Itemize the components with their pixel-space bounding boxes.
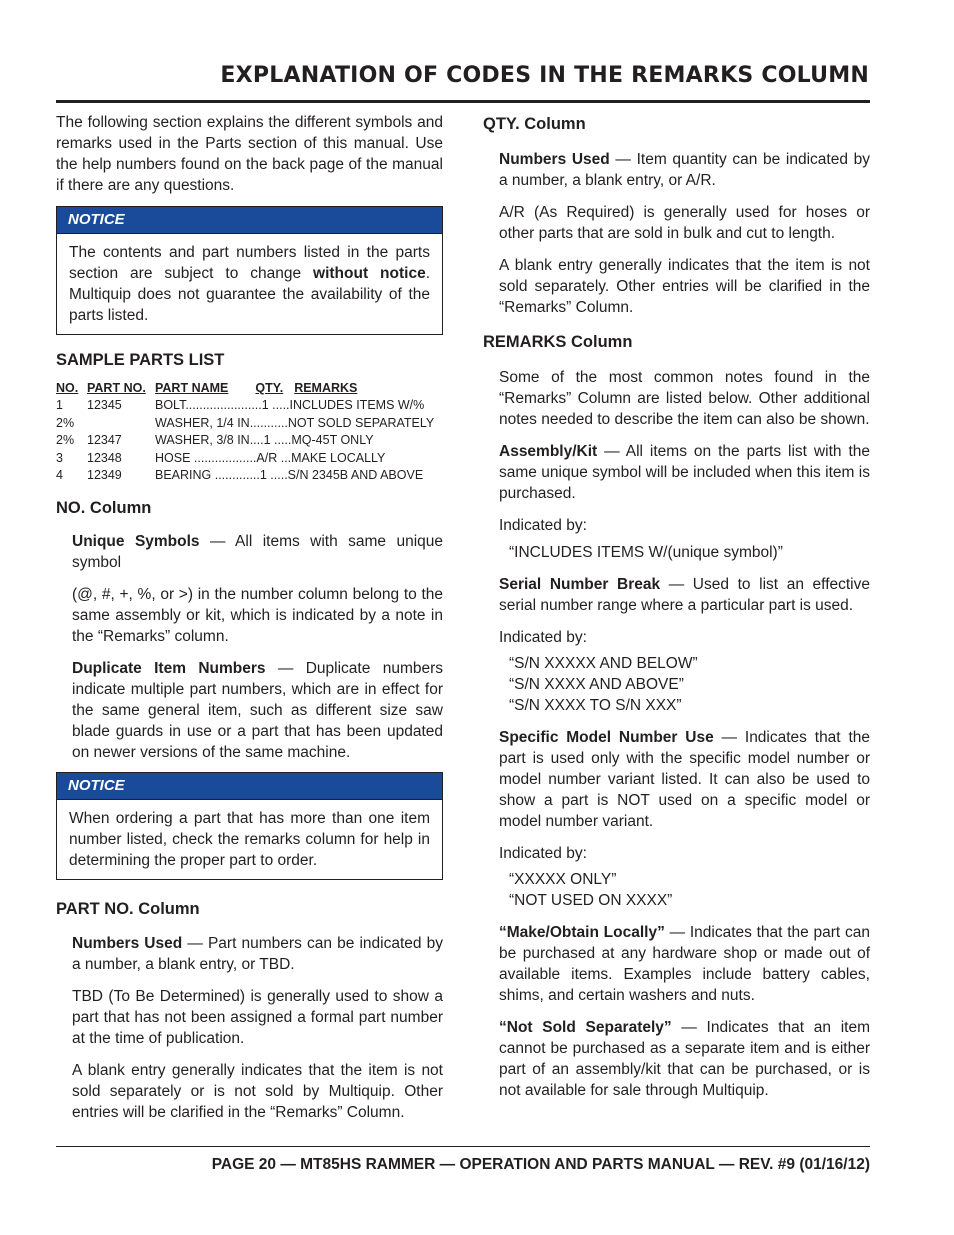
notice-text	[69, 242, 430, 326]
qty-numbers-paragraph	[499, 149, 870, 191]
not-sold-paragraph	[499, 1017, 870, 1101]
column-header: NO.	[56, 381, 79, 395]
table-row	[56, 397, 443, 415]
make-locally-paragraph	[499, 922, 870, 1006]
serial-example: “S/N XXXX TO S/N XXX”	[509, 697, 682, 714]
cell-no: 2%	[56, 415, 75, 430]
notice-text: When ordering a part that has more than one item number listed, check the remarks column for help in determining the proper part to order.	[69, 809, 430, 869]
notice-label: NOTICE	[57, 773, 442, 800]
serial-paragraph	[499, 574, 870, 616]
cell-no: 3	[56, 450, 63, 465]
table-header-row	[56, 380, 443, 397]
notice-text-bold: without notice	[313, 265, 426, 282]
part-no-column-heading: PART NO. Column	[56, 899, 200, 918]
not-sold-term: “Not Sold Separately”	[499, 1019, 672, 1036]
column-header-group	[155, 380, 443, 397]
cell-part-no	[87, 415, 155, 433]
title-rule	[56, 100, 870, 103]
model-example: “NOT USED ON XXXX”	[509, 892, 673, 909]
duplicate-text: — Duplicate numbers indicate multiple part numbers, which are in effect for the same general item, such as different size saw blade guards in use or a part that has been updated on newer versions of the same machine.	[72, 659, 444, 761]
cell-details: HOSE ..................A/R ...MAKE LOCALLY	[155, 450, 386, 465]
duplicate-paragraph	[72, 658, 443, 763]
indicated-by-label: Indicated by:	[499, 629, 587, 646]
numbers-used-term: Numbers Used	[72, 934, 183, 952]
cell-details: WASHER, 3/8 IN....1 .....MQ-45T ONLY	[155, 433, 374, 447]
indicated-by-label: Indicated by:	[499, 517, 587, 534]
model-text: — Indicates that the part is used only with the specific model number or model number variant listed. It can also be used to show a part is NOT used on a specific model or model number variant.	[499, 729, 870, 830]
qty-blank-paragraph: A blank entry generally indicates that the item is not sold separately. Other entries will be clarified in the “Remarks” Column.	[499, 257, 870, 316]
blank-entry-paragraph: A blank entry generally indicates that the item is not sold separately or is not sold by Multiquip. Other entries will be clarified in the “Remarks” Column.	[72, 1061, 443, 1121]
notice-text-part: The contents and part numbers listed in the parts section are subject to change	[69, 244, 430, 282]
numbers-used-text: — Part numbers can be indicated by a number, a blank entry, or TBD.	[72, 934, 443, 973]
table-row	[56, 450, 443, 468]
sample-parts-table	[56, 380, 443, 485]
notice-box	[56, 206, 443, 335]
notice-body	[57, 234, 442, 334]
model-paragraph	[499, 727, 870, 832]
table-row	[56, 467, 443, 485]
footer-rule	[56, 1146, 870, 1147]
cell-no: 4	[56, 468, 63, 482]
unique-symbols-text: — All items with same unique symbol	[72, 532, 443, 571]
cell-part-no: 12345	[87, 398, 122, 412]
qty-column-heading: QTY. Column	[483, 115, 586, 133]
page-footer: PAGE 20 — MT85HS RAMMER — OPERATION AND PARTS MANUAL — REV. #9 (01/16/12)	[211, 1156, 870, 1173]
serial-term: Serial Number Break	[499, 576, 661, 593]
cell-part-no: 12349	[87, 468, 122, 482]
cell-details: BEARING .............1 .....S/N 2345B AND ABOVE	[155, 468, 424, 482]
serial-example: “S/N XXXX AND ABOVE”	[509, 676, 684, 693]
left-column	[56, 112, 443, 1123]
ar-paragraph: A/R (As Required) is generally used for hoses or other parts that are sold in bulk and cut to length.	[499, 204, 870, 242]
assembly-term: Assembly/Kit	[499, 443, 598, 460]
serial-text: — Used to list an effective serial number range where a particular part is used.	[499, 576, 870, 614]
cell-part-no: 12348	[87, 450, 122, 465]
symbols-paragraph: (@, #, +, %, or >) in the number column belong to the same assembly or kit, which is indicated by a note in the “Remarks” column.	[72, 585, 443, 645]
indicated-by-label: Indicated by:	[499, 845, 587, 862]
notice-body	[57, 800, 442, 879]
cell-no: 2%	[56, 433, 75, 447]
notice-box	[56, 772, 443, 880]
assembly-text: — All items on the parts list with the same unique symbol will be included when this item is purchased.	[499, 443, 870, 502]
serial-example: “S/N XXXXX AND BELOW”	[509, 655, 698, 672]
column-header: QTY.	[255, 381, 284, 395]
intro-paragraph: The following section explains the different symbols and remarks used in the Parts section of this manual. Use the help numbers found on the back page of the manual if there are any questions.	[56, 114, 443, 194]
table-row	[56, 432, 443, 450]
table-row	[56, 415, 443, 433]
remarks-intro-paragraph: Some of the most common notes found in the “Remarks” Column are listed below. Other additional notes needed to describe the item can also be shown.	[499, 369, 870, 428]
remarks-column-heading: REMARKS Column	[483, 333, 633, 351]
qty-numbers-term: Numbers Used	[499, 151, 610, 168]
cell-no: 1	[56, 398, 63, 412]
notice-text-part: . Multiquip does not guarantee the availability of the parts listed.	[69, 265, 431, 324]
numbers-used-paragraph	[72, 933, 443, 975]
model-example: “XXXXX ONLY”	[509, 871, 617, 888]
cell-part-no: 12347	[87, 433, 122, 447]
assembly-example: “INCLUDES ITEMS W/(unique symbol)”	[509, 544, 783, 561]
cell-details: WASHER, 1/4 IN...........NOT SOLD SEPARATELY	[155, 415, 435, 430]
not-sold-text: — Indicates that an item cannot be purchased as a separate item and is either part of an assembly/kit that can be purchased, or is not available for sale through Multiquip.	[499, 1019, 870, 1099]
page-title: EXPLANATION OF CODES IN THE REMARKS COLUMN	[220, 62, 869, 88]
notice-label: NOTICE	[57, 207, 442, 234]
make-locally-term: “Make/Obtain Locally”	[499, 924, 665, 941]
unique-symbols-paragraph	[72, 531, 443, 573]
column-header: PART NAME	[155, 381, 229, 395]
model-term: Specific Model Number Use	[499, 729, 714, 746]
cell-details: BOLT......................1 .....INCLUDES ITEMS W/%	[155, 398, 425, 412]
qty-numbers-text: — Item quantity can be indicated by a number, a blank entry, or A/R.	[499, 151, 870, 189]
assembly-paragraph	[499, 441, 870, 504]
make-locally-text: — Indicates that the part can be purchased at any hardware shop or made out of available items. Examples include battery cables, shims, and certain washers and nuts.	[499, 924, 870, 1004]
tbd-paragraph: TBD (To Be Determined) is generally used to show a part that has not been assigned a formal part number at the time of publication.	[72, 987, 443, 1047]
column-header: REMARKS	[294, 381, 358, 395]
sample-parts-heading: SAMPLE PARTS LIST	[56, 351, 225, 369]
column-header: PART NO.	[87, 381, 146, 395]
unique-symbols-term: Unique Symbols	[72, 532, 200, 550]
no-column-heading: NO. Column	[56, 498, 152, 517]
duplicate-term: Duplicate Item Numbers	[72, 659, 266, 677]
right-column	[483, 112, 870, 1101]
